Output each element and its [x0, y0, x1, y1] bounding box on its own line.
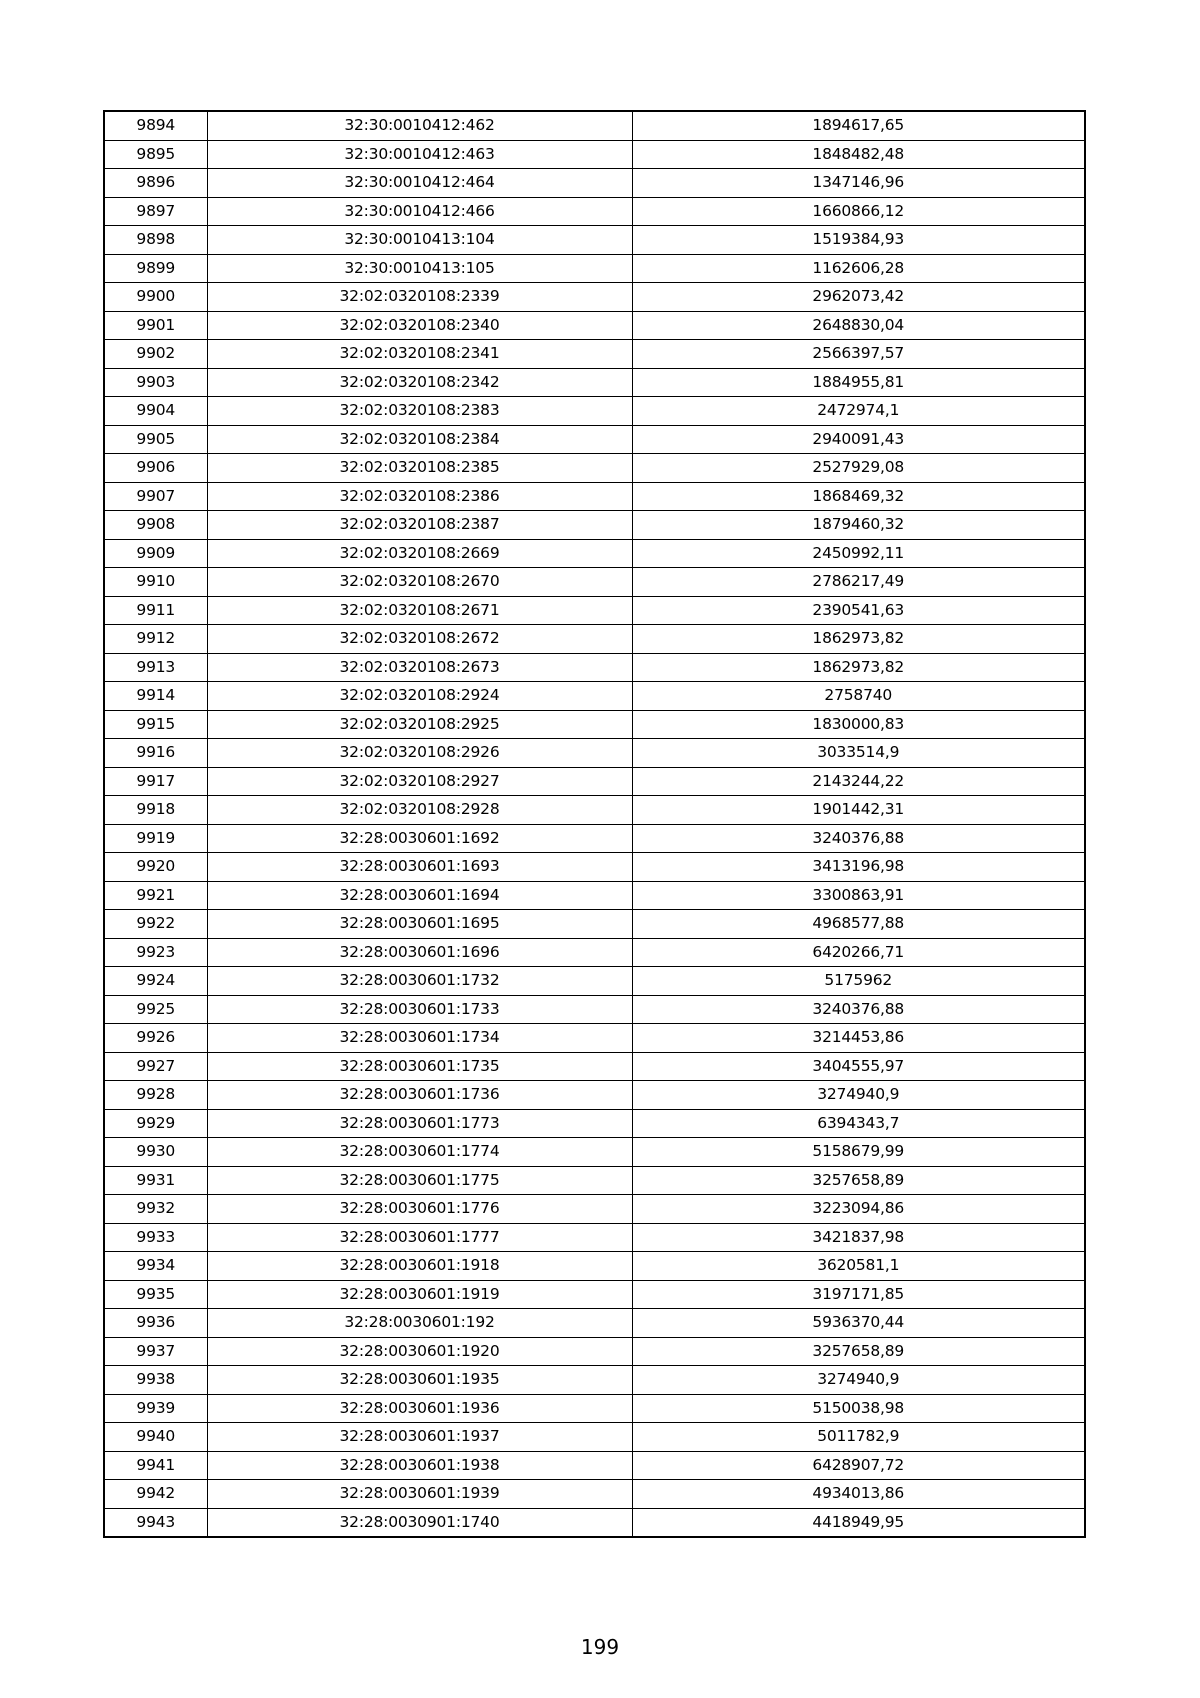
- cadastral-number-cell: 32:28:0030601:1773: [207, 1109, 632, 1138]
- cadastral-number-cell: 32:02:0320108:2670: [207, 568, 632, 597]
- row-number-cell: 9896: [104, 169, 207, 198]
- cadastral-value-cell: 1162606,28: [632, 254, 1085, 283]
- cadastral-number-cell: 32:28:0030601:1774: [207, 1138, 632, 1167]
- cadastral-value-cell: 3413196,98: [632, 853, 1085, 882]
- table-row: [104, 511, 1085, 540]
- cadastral-number-cell: 32:30:0010412:463: [207, 140, 632, 169]
- row-number-cell: 9930: [104, 1138, 207, 1167]
- row-number-cell: 9922: [104, 910, 207, 939]
- row-number-cell: 9907: [104, 482, 207, 511]
- table-row: [104, 1309, 1085, 1338]
- cadastral-number-cell: 32:28:0030601:1937: [207, 1423, 632, 1452]
- cadastral-value-cell: 5011782,9: [632, 1423, 1085, 1452]
- row-number-cell: 9898: [104, 226, 207, 255]
- table-row: [104, 454, 1085, 483]
- cadastral-number-cell: 32:30:0010412:462: [207, 111, 632, 140]
- table-row: [104, 1024, 1085, 1053]
- table-row: [104, 625, 1085, 654]
- row-number-cell: 9895: [104, 140, 207, 169]
- cadastral-value-cell: 3274940,9: [632, 1366, 1085, 1395]
- cadastral-value-cell: 1868469,32: [632, 482, 1085, 511]
- table-row: [104, 397, 1085, 426]
- table-row: [104, 226, 1085, 255]
- cadastral-value-cell: 1879460,32: [632, 511, 1085, 540]
- table-row: [104, 482, 1085, 511]
- cadastral-number-cell: 32:02:0320108:2383: [207, 397, 632, 426]
- table-row: [104, 1166, 1085, 1195]
- cadastral-value-cell: 2786217,49: [632, 568, 1085, 597]
- row-number-cell: 9916: [104, 739, 207, 768]
- row-number-cell: 9908: [104, 511, 207, 540]
- row-number-cell: 9931: [104, 1166, 207, 1195]
- cadastral-value-cell: 1901442,31: [632, 796, 1085, 825]
- cadastral-number-cell: 32:28:0030601:1775: [207, 1166, 632, 1195]
- row-number-cell: 9912: [104, 625, 207, 654]
- table-row: [104, 910, 1085, 939]
- cadastral-value-cell: 1848482,48: [632, 140, 1085, 169]
- cadastral-value-cell: 5175962: [632, 967, 1085, 996]
- row-number-cell: 9926: [104, 1024, 207, 1053]
- cadastral-value-cell: 1884955,81: [632, 368, 1085, 397]
- row-number-cell: 9927: [104, 1052, 207, 1081]
- cadastral-number-cell: 32:28:0030601:1776: [207, 1195, 632, 1224]
- row-number-cell: 9915: [104, 710, 207, 739]
- cadastral-value-cell: 5936370,44: [632, 1309, 1085, 1338]
- cadastral-number-cell: 32:02:0320108:2669: [207, 539, 632, 568]
- table-row: [104, 1280, 1085, 1309]
- row-number-cell: 9924: [104, 967, 207, 996]
- cadastral-number-cell: 32:02:0320108:2673: [207, 653, 632, 682]
- cadastral-value-cell: 3240376,88: [632, 995, 1085, 1024]
- cadastral-value-cell: 1862973,82: [632, 625, 1085, 654]
- row-number-cell: 9901: [104, 311, 207, 340]
- row-number-cell: 9943: [104, 1508, 207, 1537]
- cadastral-value-cell: 2472974,1: [632, 397, 1085, 426]
- table-row: [104, 140, 1085, 169]
- table-row: [104, 1451, 1085, 1480]
- cadastral-number-cell: 32:28:0030601:1777: [207, 1223, 632, 1252]
- cadastral-value-cell: 6394343,7: [632, 1109, 1085, 1138]
- table-row: [104, 853, 1085, 882]
- cadastral-number-cell: 32:28:0030601:1694: [207, 881, 632, 910]
- cadastral-number-cell: 32:02:0320108:2924: [207, 682, 632, 711]
- cadastral-number-cell: 32:02:0320108:2925: [207, 710, 632, 739]
- row-number-cell: 9941: [104, 1451, 207, 1480]
- cadastral-value-cell: 2758740: [632, 682, 1085, 711]
- row-number-cell: 9933: [104, 1223, 207, 1252]
- cadastral-number-cell: 32:28:0030601:1695: [207, 910, 632, 939]
- row-number-cell: 9920: [104, 853, 207, 882]
- row-number-cell: 9918: [104, 796, 207, 825]
- table-row: [104, 967, 1085, 996]
- cadastral-number-cell: 32:02:0320108:2385: [207, 454, 632, 483]
- table-row: [104, 1394, 1085, 1423]
- cadastral-value-cell: 3197171,85: [632, 1280, 1085, 1309]
- row-number-cell: 9937: [104, 1337, 207, 1366]
- row-number-cell: 9939: [104, 1394, 207, 1423]
- cadastral-number-cell: 32:02:0320108:2928: [207, 796, 632, 825]
- cadastral-number-cell: 32:28:0030601:192: [207, 1309, 632, 1338]
- cadastral-value-cell: 2648830,04: [632, 311, 1085, 340]
- cadastral-number-cell: 32:28:0030601:1918: [207, 1252, 632, 1281]
- cadastral-value-cell: 3223094,86: [632, 1195, 1085, 1224]
- row-number-cell: 9940: [104, 1423, 207, 1452]
- table-row: [104, 1252, 1085, 1281]
- row-number-cell: 9904: [104, 397, 207, 426]
- cadastral-number-cell: 32:28:0030601:1733: [207, 995, 632, 1024]
- table-row: [104, 1480, 1085, 1509]
- page-number: 199: [580, 1635, 620, 1659]
- row-number-cell: 9934: [104, 1252, 207, 1281]
- cadastral-value-cell: 2390541,63: [632, 596, 1085, 625]
- cadastral-value-cell: 1830000,83: [632, 710, 1085, 739]
- row-number-cell: 9942: [104, 1480, 207, 1509]
- row-number-cell: 9923: [104, 938, 207, 967]
- table-row: [104, 995, 1085, 1024]
- table-row: [104, 739, 1085, 768]
- cadastral-number-cell: 32:30:0010413:105: [207, 254, 632, 283]
- cadastral-number-cell: 32:28:0030601:1693: [207, 853, 632, 882]
- cadastral-value-cell: 2527929,08: [632, 454, 1085, 483]
- cadastral-number-cell: 32:02:0320108:2671: [207, 596, 632, 625]
- cadastral-number-cell: 32:02:0320108:2927: [207, 767, 632, 796]
- cadastral-number-cell: 32:02:0320108:2342: [207, 368, 632, 397]
- row-number-cell: 9925: [104, 995, 207, 1024]
- table-row: [104, 710, 1085, 739]
- table-row: [104, 1138, 1085, 1167]
- row-number-cell: 9917: [104, 767, 207, 796]
- cadastral-number-cell: 32:28:0030601:1692: [207, 824, 632, 853]
- table-row: [104, 1223, 1085, 1252]
- table-row: [104, 1337, 1085, 1366]
- cadastral-number-cell: 32:30:0010413:104: [207, 226, 632, 255]
- cadastral-value-cell: 3421837,98: [632, 1223, 1085, 1252]
- cadastral-value-cell: 3300863,91: [632, 881, 1085, 910]
- cadastral-value-cell: 2566397,57: [632, 340, 1085, 369]
- table-row: [104, 111, 1085, 140]
- cadastral-value-cell: 1894617,65: [632, 111, 1085, 140]
- cadastral-value-cell: 3257658,89: [632, 1166, 1085, 1195]
- table-row: [104, 1195, 1085, 1224]
- table-body: [104, 111, 1085, 1537]
- row-number-cell: 9932: [104, 1195, 207, 1224]
- cadastral-number-cell: 32:28:0030601:1936: [207, 1394, 632, 1423]
- table-row: [104, 368, 1085, 397]
- cadastral-number-cell: 32:28:0030601:1920: [207, 1337, 632, 1366]
- row-number-cell: 9909: [104, 539, 207, 568]
- cadastral-number-cell: 32:02:0320108:2387: [207, 511, 632, 540]
- cadastral-value-cell: 3240376,88: [632, 824, 1085, 853]
- table-row: [104, 767, 1085, 796]
- table-row: [104, 682, 1085, 711]
- cadastral-number-cell: 32:28:0030601:1919: [207, 1280, 632, 1309]
- cadastral-value-cell: 4418949,95: [632, 1508, 1085, 1537]
- cadastral-value-cell: 5158679,99: [632, 1138, 1085, 1167]
- cadastral-value-cell: 3274940,9: [632, 1081, 1085, 1110]
- table-row: [104, 1081, 1085, 1110]
- table-row: [104, 796, 1085, 825]
- cadastral-value-cell: 2450992,11: [632, 539, 1085, 568]
- row-number-cell: 9903: [104, 368, 207, 397]
- row-number-cell: 9899: [104, 254, 207, 283]
- row-number-cell: 9914: [104, 682, 207, 711]
- cadastral-number-cell: 32:02:0320108:2386: [207, 482, 632, 511]
- cadastral-value-cell: 3214453,86: [632, 1024, 1085, 1053]
- row-number-cell: 9911: [104, 596, 207, 625]
- table-row: [104, 596, 1085, 625]
- cadastral-value-cell: 4934013,86: [632, 1480, 1085, 1509]
- table-row: [104, 881, 1085, 910]
- cadastral-value-cell: 2962073,42: [632, 283, 1085, 312]
- cadastral-number-cell: 32:28:0030601:1735: [207, 1052, 632, 1081]
- table-row: [104, 1052, 1085, 1081]
- cadastral-number-cell: 32:02:0320108:2341: [207, 340, 632, 369]
- row-number-cell: 9897: [104, 197, 207, 226]
- cadastral-number-cell: 32:02:0320108:2926: [207, 739, 632, 768]
- cadastral-value-table: [103, 110, 1086, 1538]
- cadastral-number-cell: 32:02:0320108:2340: [207, 311, 632, 340]
- table-row: [104, 169, 1085, 198]
- cadastral-value-cell: 4968577,88: [632, 910, 1085, 939]
- row-number-cell: 9935: [104, 1280, 207, 1309]
- row-number-cell: 9936: [104, 1309, 207, 1338]
- cadastral-number-cell: 32:28:0030601:1935: [207, 1366, 632, 1395]
- table-row: [104, 340, 1085, 369]
- cadastral-value-cell: 3404555,97: [632, 1052, 1085, 1081]
- cadastral-value-cell: 6428907,72: [632, 1451, 1085, 1480]
- cadastral-value-cell: 1862973,82: [632, 653, 1085, 682]
- table-row: [104, 1109, 1085, 1138]
- row-number-cell: 9900: [104, 283, 207, 312]
- table-row: [104, 568, 1085, 597]
- cadastral-value-cell: 3033514,9: [632, 739, 1085, 768]
- cadastral-value-cell: 2940091,43: [632, 425, 1085, 454]
- cadastral-number-cell: 32:02:0320108:2339: [207, 283, 632, 312]
- table-row: [104, 254, 1085, 283]
- cadastral-number-cell: 32:30:0010412:464: [207, 169, 632, 198]
- table-row: [104, 1508, 1085, 1537]
- cadastral-number-cell: 32:28:0030601:1732: [207, 967, 632, 996]
- row-number-cell: 9919: [104, 824, 207, 853]
- row-number-cell: 9913: [104, 653, 207, 682]
- table-row: [104, 311, 1085, 340]
- cadastral-number-cell: 32:28:0030601:1939: [207, 1480, 632, 1509]
- table-row: [104, 539, 1085, 568]
- cadastral-number-cell: 32:28:0030901:1740: [207, 1508, 632, 1537]
- table-row: [104, 425, 1085, 454]
- table-row: [104, 653, 1085, 682]
- row-number-cell: 9929: [104, 1109, 207, 1138]
- cadastral-value-cell: 2143244,22: [632, 767, 1085, 796]
- table-row: [104, 283, 1085, 312]
- table-row: [104, 1423, 1085, 1452]
- cadastral-number-cell: 32:28:0030601:1938: [207, 1451, 632, 1480]
- cadastral-value-cell: 6420266,71: [632, 938, 1085, 967]
- cadastral-value-cell: 5150038,98: [632, 1394, 1085, 1423]
- cadastral-number-cell: 32:28:0030601:1734: [207, 1024, 632, 1053]
- row-number-cell: 9905: [104, 425, 207, 454]
- table-row: [104, 824, 1085, 853]
- row-number-cell: 9894: [104, 111, 207, 140]
- table-row: [104, 1366, 1085, 1395]
- row-number-cell: 9902: [104, 340, 207, 369]
- table-row: [104, 197, 1085, 226]
- cadastral-number-cell: 32:28:0030601:1696: [207, 938, 632, 967]
- cadastral-value-cell: 3257658,89: [632, 1337, 1085, 1366]
- row-number-cell: 9921: [104, 881, 207, 910]
- cadastral-value-cell: 1660866,12: [632, 197, 1085, 226]
- cadastral-number-cell: 32:02:0320108:2384: [207, 425, 632, 454]
- cadastral-number-cell: 32:28:0030601:1736: [207, 1081, 632, 1110]
- cadastral-number-cell: 32:30:0010412:466: [207, 197, 632, 226]
- cadastral-number-cell: 32:02:0320108:2672: [207, 625, 632, 654]
- row-number-cell: 9906: [104, 454, 207, 483]
- table-row: [104, 938, 1085, 967]
- cadastral-value-cell: 1519384,93: [632, 226, 1085, 255]
- row-number-cell: 9928: [104, 1081, 207, 1110]
- cadastral-value-cell: 1347146,96: [632, 169, 1085, 198]
- row-number-cell: 9938: [104, 1366, 207, 1395]
- cadastral-value-cell: 3620581,1: [632, 1252, 1085, 1281]
- row-number-cell: 9910: [104, 568, 207, 597]
